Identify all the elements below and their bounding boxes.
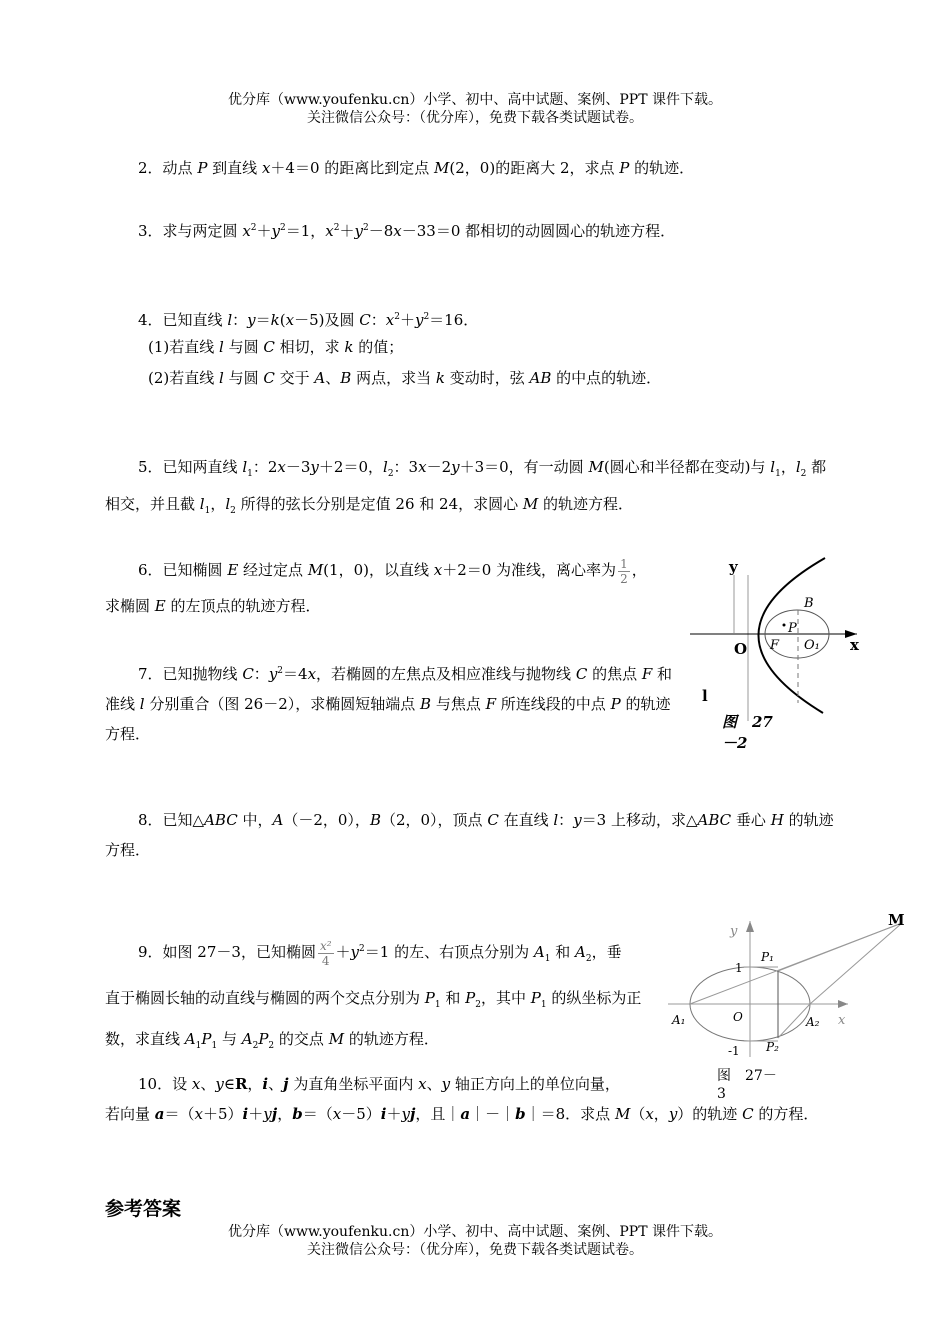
figure-27-3-caption-2: 3 bbox=[717, 1086, 726, 1102]
header-line-2: 关注微信公众号：（优分库），免费下载各类试题试卷。 bbox=[307, 110, 643, 126]
problem-4-part-2: (2)若直线 l 与圆 C 交于 A、B 两点，求当 k 变动时，弦 AB 的中点的轨迹． bbox=[148, 369, 662, 387]
label-p1: P₁ bbox=[761, 950, 774, 964]
label-y: y bbox=[730, 924, 738, 939]
label-m: M bbox=[888, 911, 905, 929]
figure-27-2-caption-1: 图 27 bbox=[722, 713, 773, 731]
problem-6: 6．已知椭圆 E 经过定点 M(1，0)，以直线 x＋2＝0 为准线，离心率为 $\frac{1}{2}$ ， 求椭圆 E 的左顶点的轨迹方程． bbox=[105, 556, 647, 615]
problem-9: 9．如图 27－3，已知椭圆 $\frac{\text{x²}}{4}$ $+y^2=1$ 的左、右顶点分别为 $A_1$ 和 $A_2$，垂 直于椭圆长轴的动直线与椭圆的两个交点分别为 $P_1$ 和 $P_2$，其中 $P_1$ 的纵坐标为正数，求直线 $A_1P_1$ 与 $A_2P_2$ 的交点 M 的轨迹方程． bbox=[105, 938, 642, 1051]
label-f: F bbox=[770, 638, 780, 653]
footer-line-2: 关注微信公众号：（优分库），免费下载各类试题试卷。 bbox=[307, 1242, 643, 1258]
problem-10: 10．设 x、y∈R，i、j 为直角坐标平面内 x、y 轴正方向上的单位向量， 若向量 a＝（x＋5）i＋yj，b＝（x－5）i＋yj，且｜a｜－｜b｜＝8．求点 M（x，y）的轨迹 C 的方程． bbox=[105, 1075, 819, 1123]
figure-27-2 bbox=[685, 553, 870, 728]
figure-27-3 bbox=[660, 905, 910, 1065]
problem-3: 3．求与两定圆 $x^2+y^2=1$，$x^2+y^2-8x-33=0$ 都相切的动圆圆心的轨迹方程． bbox=[138, 222, 676, 240]
label-a2: A₂ bbox=[806, 1015, 820, 1029]
y-axis-arrow bbox=[746, 921, 754, 932]
label-one: 1 bbox=[735, 961, 743, 975]
label-y: y bbox=[729, 558, 738, 576]
label-b: B bbox=[804, 596, 814, 611]
footer-line-1: 优分库（www.youfenku.cn）小学、初中、高中试题、案例、PPT 课件下载。 bbox=[227, 1224, 722, 1240]
problem-4: 4．已知直线 l：y＝k(x－5)及圆 C：$x^2+y^2=16$． bbox=[138, 311, 479, 329]
label-a1: A₁ bbox=[672, 1013, 686, 1027]
problem-7: 7．已知抛物线 C：$y^2=4x$，若椭圆的左焦点及相应准线与抛物线 C 的焦点 F 和准线 l 分别重合（图 26－2），求椭圆短轴端点 B 与焦点 F 所连线段的中点 P 的轨迹方程． bbox=[105, 665, 673, 743]
label-p: P bbox=[788, 621, 797, 636]
problem-5: 5．已知两直线 $l_1$：2x－3y＋2＝0，$l_2$：3x－2y＋3＝0，有一动圆 M(圆心和半径都在变动)与 $l_1$，$l_2$ 都 相交，并且截 $l_1$，$l_2$ 所得的弦长分别是定值 26 和 24，求圆心 M 的轨迹方程． bbox=[105, 458, 827, 516]
problem-8: 8．已知△ABC 中，A（－2，0），B（2，0），顶点 C 在直线 l：y＝3 上移动，求△ABC 垂心 H 的轨迹 方程． bbox=[105, 811, 834, 859]
figure-27-3-caption-1: 图 27－ bbox=[717, 1068, 777, 1084]
label-o1: O₁ bbox=[804, 638, 820, 653]
problem-4-part-1: (1)若直线 l 与圆 C 相切，求 k 的值； bbox=[148, 338, 404, 356]
fraction-x2-over-4: $\frac{\text{x²}}{4}$ bbox=[319, 938, 332, 968]
label-l: l bbox=[702, 687, 708, 705]
line-a2p2 bbox=[810, 923, 902, 1004]
fraction-one-half: $\frac{1}{2}$ bbox=[620, 556, 628, 586]
line-p1-m bbox=[778, 923, 902, 971]
label-minus-one: -1 bbox=[728, 1044, 740, 1058]
header-line-1: 优分库（www.youfenku.cn）小学、初中、高中试题、案例、PPT 课件下载。 bbox=[227, 92, 722, 108]
point-p-dot bbox=[783, 624, 786, 627]
label-p2: P₂ bbox=[766, 1040, 779, 1054]
answers-heading: 参考答案 bbox=[105, 1198, 182, 1220]
label-x: x bbox=[850, 636, 859, 654]
label-origin: O bbox=[734, 640, 748, 658]
x-axis-arrow bbox=[838, 1000, 848, 1008]
figure-27-2-caption-2: －2 bbox=[722, 734, 748, 752]
label-x: x bbox=[838, 1013, 846, 1028]
label-origin: O bbox=[733, 1010, 743, 1024]
problem-2: 2．动点 P 到直线 x＋4＝0 的距离比到定点 M(2，0)的距离大 2，求点 P 的轨迹． bbox=[138, 159, 695, 177]
